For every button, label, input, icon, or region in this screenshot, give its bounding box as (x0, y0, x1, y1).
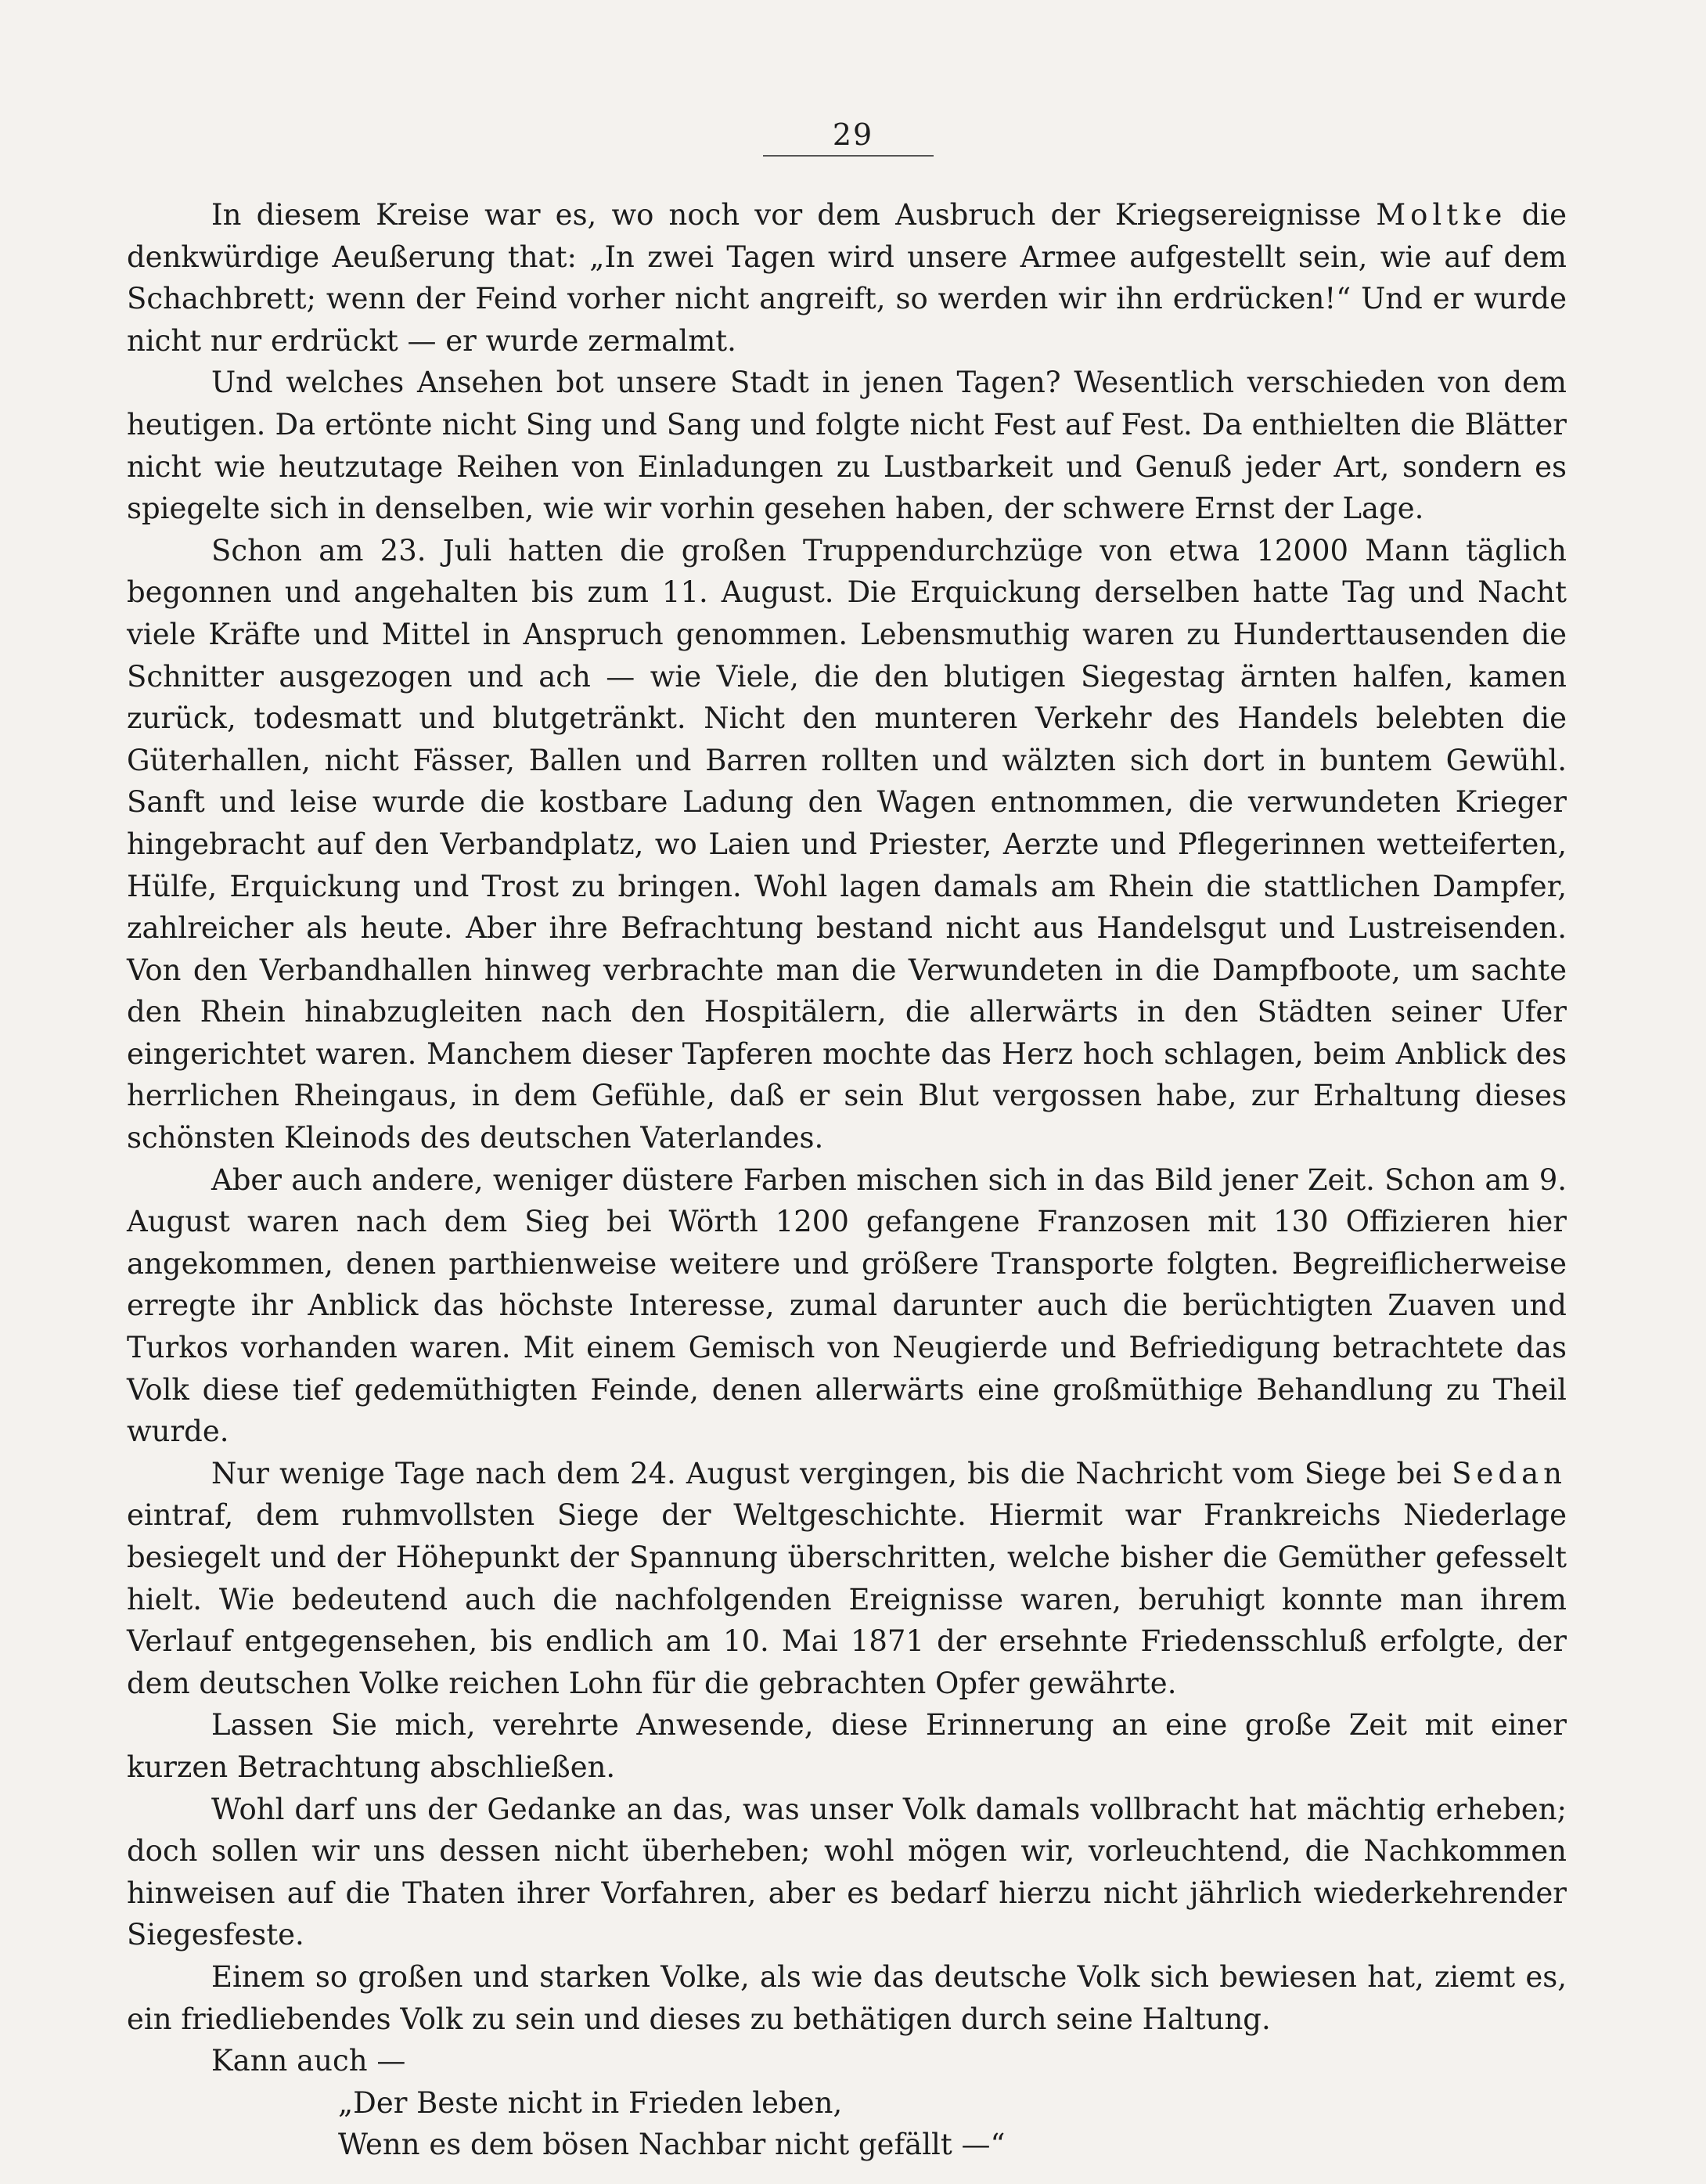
verse-line: „Der Beste nicht in Frieden leben, (338, 2085, 843, 2120)
paragraph-gefangene: Aber auch andere, weniger düstere Farben mischen sich in das Bild jener Zeit. Schon am 9. August waren nach dem Sieg bei Wörth 1200 gefangene Franzosen mit 130 Offizieren hier angekommen, denen parthienweise weitere und größere Transporte folgten. Begreiflicherweise erregte ihr Anblick das höchste Interesse, zumal darunter auch die berüchtigten Zuaven und Turkos vorhanden waren. Mit einem Gemisch von Neugierde und Befriedigung betrachtete das Volk diese tief gedemüthigten Feinde, denen allerwärts eine großmüthige Behandlung zu Theil wurde. (127, 1162, 1567, 1449)
page-number: 29 (832, 117, 874, 152)
paragraph-betrachtung: Lassen Sie mich, verehrte Anwesende, diese Erinnerung an eine große Zeit mit einer kurzen Betrachtung abschließen. (127, 1708, 1567, 1784)
emphasized-name-moltke: Moltke (1376, 198, 1507, 232)
paragraph-moltke (127, 194, 1567, 362)
page-number-rule (763, 155, 934, 157)
paragraph-kann-auch: Kann auch — (211, 2044, 406, 2078)
verse-line: Wenn es dem bösen Nachbar nicht gefällt —“ (338, 2128, 1006, 2162)
emphasized-name-sedan: Sedan (1452, 1456, 1567, 1490)
paragraph-text: die denkwürdige Aeußerung that: „In zwei Tagen wird unsere Armee aufgestellt sein, wie auf dem Schachbrett; wenn der Feind vorher nicht angreift, so werden wir ihn erdrücken!“ Und er wurde nicht nur erdrückt — er wurde zermalmt. (127, 198, 1567, 358)
body-text (127, 194, 1567, 2166)
paragraph-gedanke: Wohl darf uns der Gedanke an das, was unser Volk damals vollbracht hat mächtig erheben; doch sollen wir uns dessen nicht überheben; wohl mögen wir, vorleuchtend, die Nachkommen hinweisen auf die Thaten ihrer Vorfahren, aber es bedarf hierzu nicht jährlich wiederkehrender Siegesfeste. (127, 1792, 1567, 1952)
paragraph-truppen: Schon am 23. Juli hatten die großen Truppendurchzüge von etwa 12000 Mann täglich begonnen und angehalten bis zum 11. August. Die Erquickung derselben hatte Tag und Nacht viele Kräfte und Mittel in Anspruch genommen. Lebensmuthig waren zu Hunderttausenden die Schnitter ausgezogen und ach — wie Viele, die den blutigen Siegestag ärnten halfen, kamen zurück, todesmatt und blutgetränkt. Nicht den munteren Verkehr des Handels belebten die Güterhallen, nicht Fässer, Ballen und Barren rollten und wälzten sich dort in buntem Gewühl. Sanft und leise wurde die kostbare Ladung den Wagen entnommen, die verwundeten Krieger hingebracht auf den Verbandplatz, wo Laien und Priester, Aerzte und Pflegerinnen wetteiferten, Hülfe, Erquickung und Trost zu bringen. Wohl lagen damals am Rhein die stattlichen Dampfer, zahlreicher als heute. Aber ihre Befrachtung bestand nicht aus Handelsgut und Lustreisenden. Von den Verbandhallen hinweg verbrachte man die Verwundeten in die Dampfboote, um sachte den Rhein hinabzugleiten nach den Hospitälern, die allerwärts in den Städten seiner Ufer eingerichtet waren. Manchem dieser Tapferen mochte das Herz hoch schlagen, beim Anblick des herrlichen Rheingaus, in dem Gefühle, daß er sein Blut vergossen habe, zur Erhaltung dieses schönsten Kleinods des deutschen Vaterlandes. (127, 533, 1567, 1155)
paragraph-text: eintraf, dem ruhmvollsten Siege der Weltgeschichte. Hiermit war Frankreichs Niederlage besiegelt und der Höhepunkt der Spannung überschritten, welche bisher die Gemüther gefesselt hielt. Wie bedeutend auch die nachfolgenden Ereignisse waren, beruhigt konnte man ihrem Verlauf entgegensehen, bis endlich am 10. Mai 1871 der ersehnte Friedensschluß erfolgte, der dem deutschen Volke reichen Lohn für die gebrachten Opfer gewährte. (127, 1498, 1567, 1700)
paragraph-text: In diesem Kreise war es, wo noch vor dem Ausbruch der Kriegsereignisse (211, 198, 1377, 232)
paragraph-text: Nur wenige Tage nach dem 24. August vergingen, bis die Nachricht vom Siege bei (211, 1456, 1452, 1490)
paragraph-stadt: Und welches Ansehen bot unsere Stadt in jenen Tagen? Wesentlich verschieden von dem heutigen. Da ertönte nicht Sing und Sang und folgte nicht Fest auf Fest. Da enthielten die Blätter nicht wie heutzutage Reihen von Einladungen zu Lustbarkeit und Genuß jeder Art, sondern es spiegelte sich in denselben, wie wir vorhin gesehen haben, der schwere Ernst der Lage. (127, 366, 1567, 526)
paragraph-volk: Einem so großen und starken Volke, als wie das deutsche Volk sich bewiesen hat, ziemt es, ein friedliebendes Volk zu sein und dieses zu bethätigen durch seine Haltung. (127, 1959, 1567, 2036)
paragraph-sedan (127, 1453, 1567, 1705)
